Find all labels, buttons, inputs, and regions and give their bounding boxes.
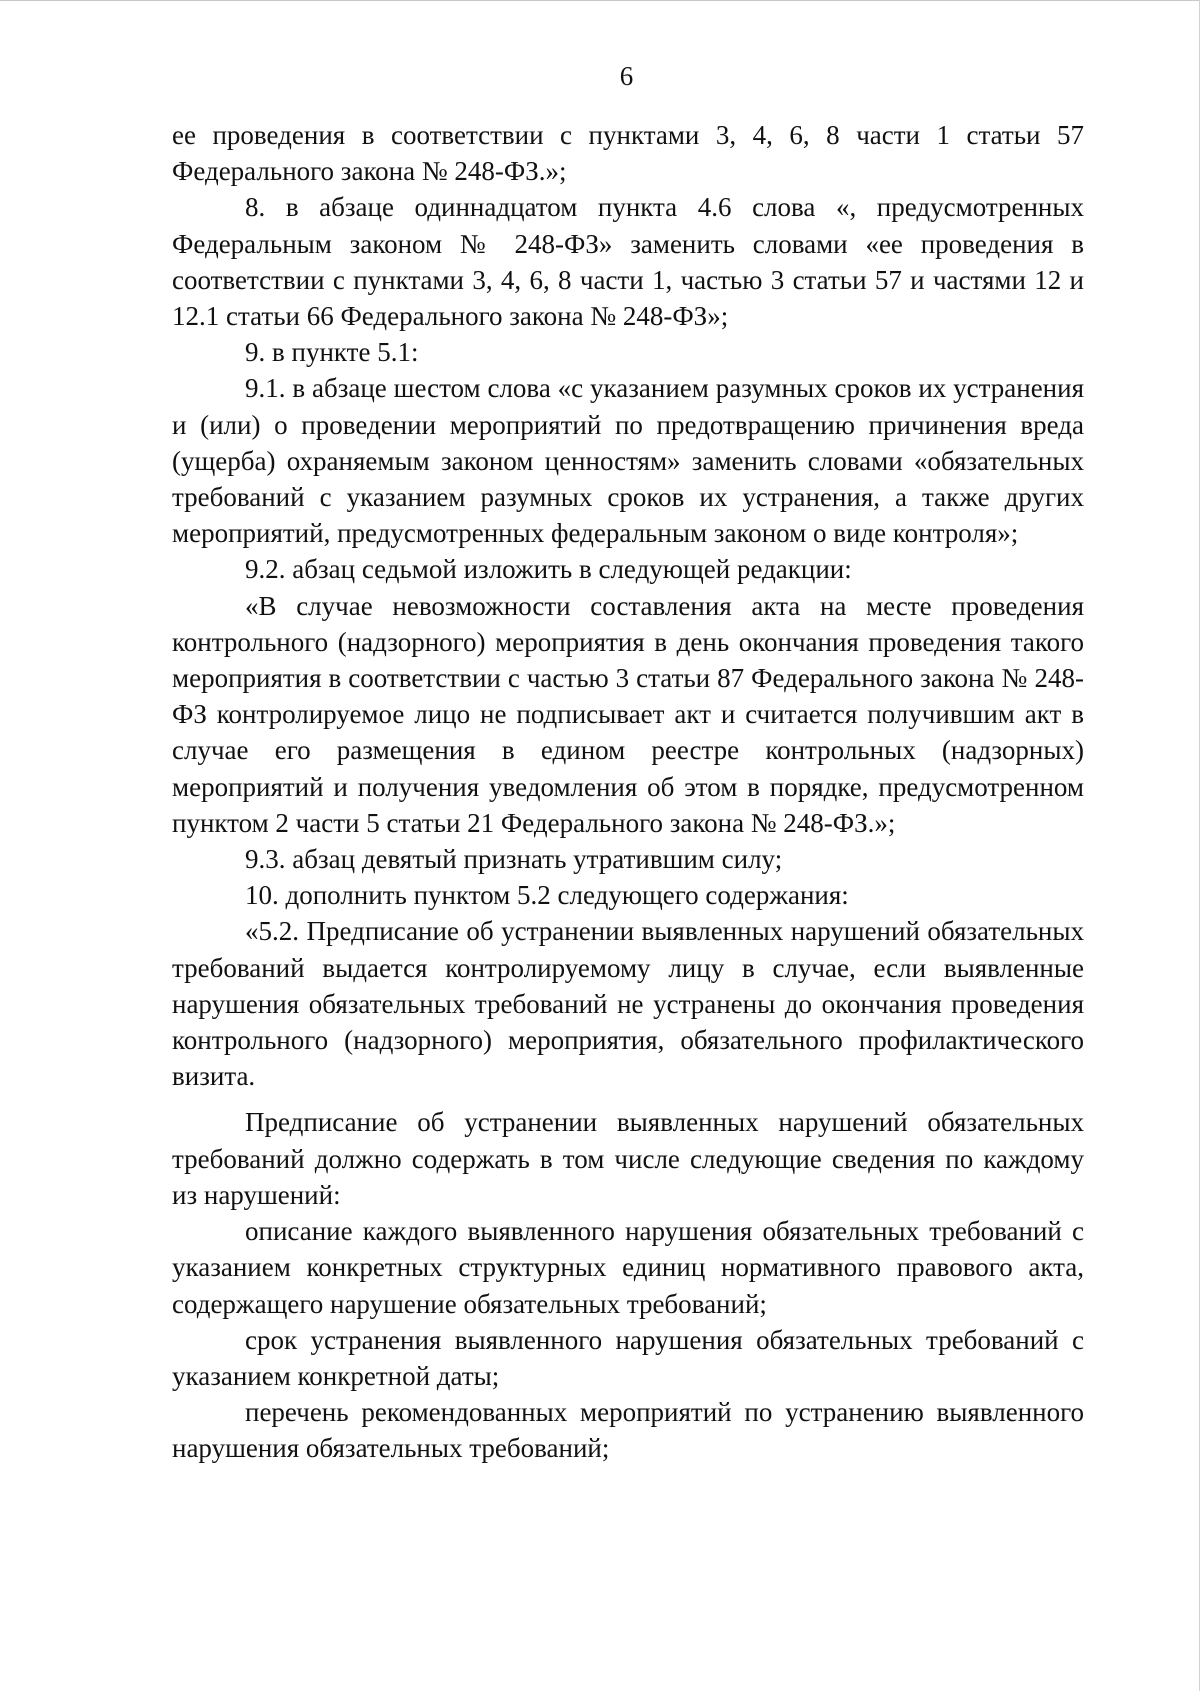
paragraph-item-9-1: 9.1. в абзаце шестом слова «с указанием разумных сроков их устранения и (или) о проведении мероприятий по предотвращению причинения вреда (ущерба) охраняемым законом ценностям» заменить словами «обязательных требований с указанием разумных сроков их устранения, а также других мероприятий, предусмотренных федеральным законом о виде контроля»; (172, 373, 1084, 549)
paragraph-item-9-2: 9.2. абзац седьмой изложить в следующей редакции: (245, 554, 852, 585)
page-number: 6 (619, 61, 634, 91)
paragraph-item-10: 10. дополнить пунктом 5.2 следующего содержания: (245, 880, 849, 911)
paragraph-measures-list: перечень рекомендованных мероприятий по устранению выявленного нарушения обязательных требований; (172, 1397, 1084, 1464)
paragraph-item-9: 9. в пункте 5.1: (245, 337, 419, 368)
paragraph-prescription-content: Предписание об устранении выявленных нарушений обязательных требований должно содержать в том числе следующие сведения по каждому из нарушений: (172, 1107, 1084, 1210)
paragraph-quote-5-2: «5.2. Предписание об устранении выявленных нарушений обязательных требований выдается контролируемому лицу в случае, если выявленные нарушения обязательных требований не устранены до окончания проведения контрольного (надзорного) мероприятия, обязательного профилактического визита. (172, 916, 1084, 1092)
paragraph-description: описание каждого выявленного нарушения обязательных требований с указанием конкретных структурных единиц нормативного правового акта, содержащего нарушение обязательных требований; (172, 1216, 1084, 1319)
document-body (172, 117, 1084, 1467)
paragraph-continuation: ее проведения в соответствии с пунктами 3, 4, 6, 8 части 1 статьи 57 Федерального закона № 248-ФЗ.»; (172, 120, 1084, 187)
paragraph-quote-act: «В случае невозможности составления акта на месте проведения контрольного (надзорного) мероприятия в день окончания проведения такого мероприятия в соответствии с частью 3 статьи 87 Федерального закона № 248-ФЗ контролируемое лицо не подписывает акт и считается получившим акт в случае его размещения в едином реестре контрольных (надзорных) мероприятий и получения уведомления об этом в порядке, предусмотренном пунктом 2 части 5 статьи 21 Федерального закона № 248-ФЗ.»; (172, 590, 1084, 838)
paragraph-item-8: 8. в абзаце одиннадцатом пункта 4.6 слова «, предусмотренных Федеральным законом № 248-ФЗ» заменить словами «ее проведения в соответствии с пунктами 3, 4, 6, 8 части 1, частью 3 статьи 57 и частями 12 и 12.1 статьи 66 Федерального закона № 248-ФЗ»; (172, 192, 1084, 332)
paragraph-item-9-3: 9.3. абзац девятый признать утратившим силу; (245, 844, 783, 875)
paragraph-deadline: срок устранения выявленного нарушения обязательных требований с указанием конкретной даты; (172, 1324, 1084, 1391)
page-edge-top (0, 0, 1200, 1)
